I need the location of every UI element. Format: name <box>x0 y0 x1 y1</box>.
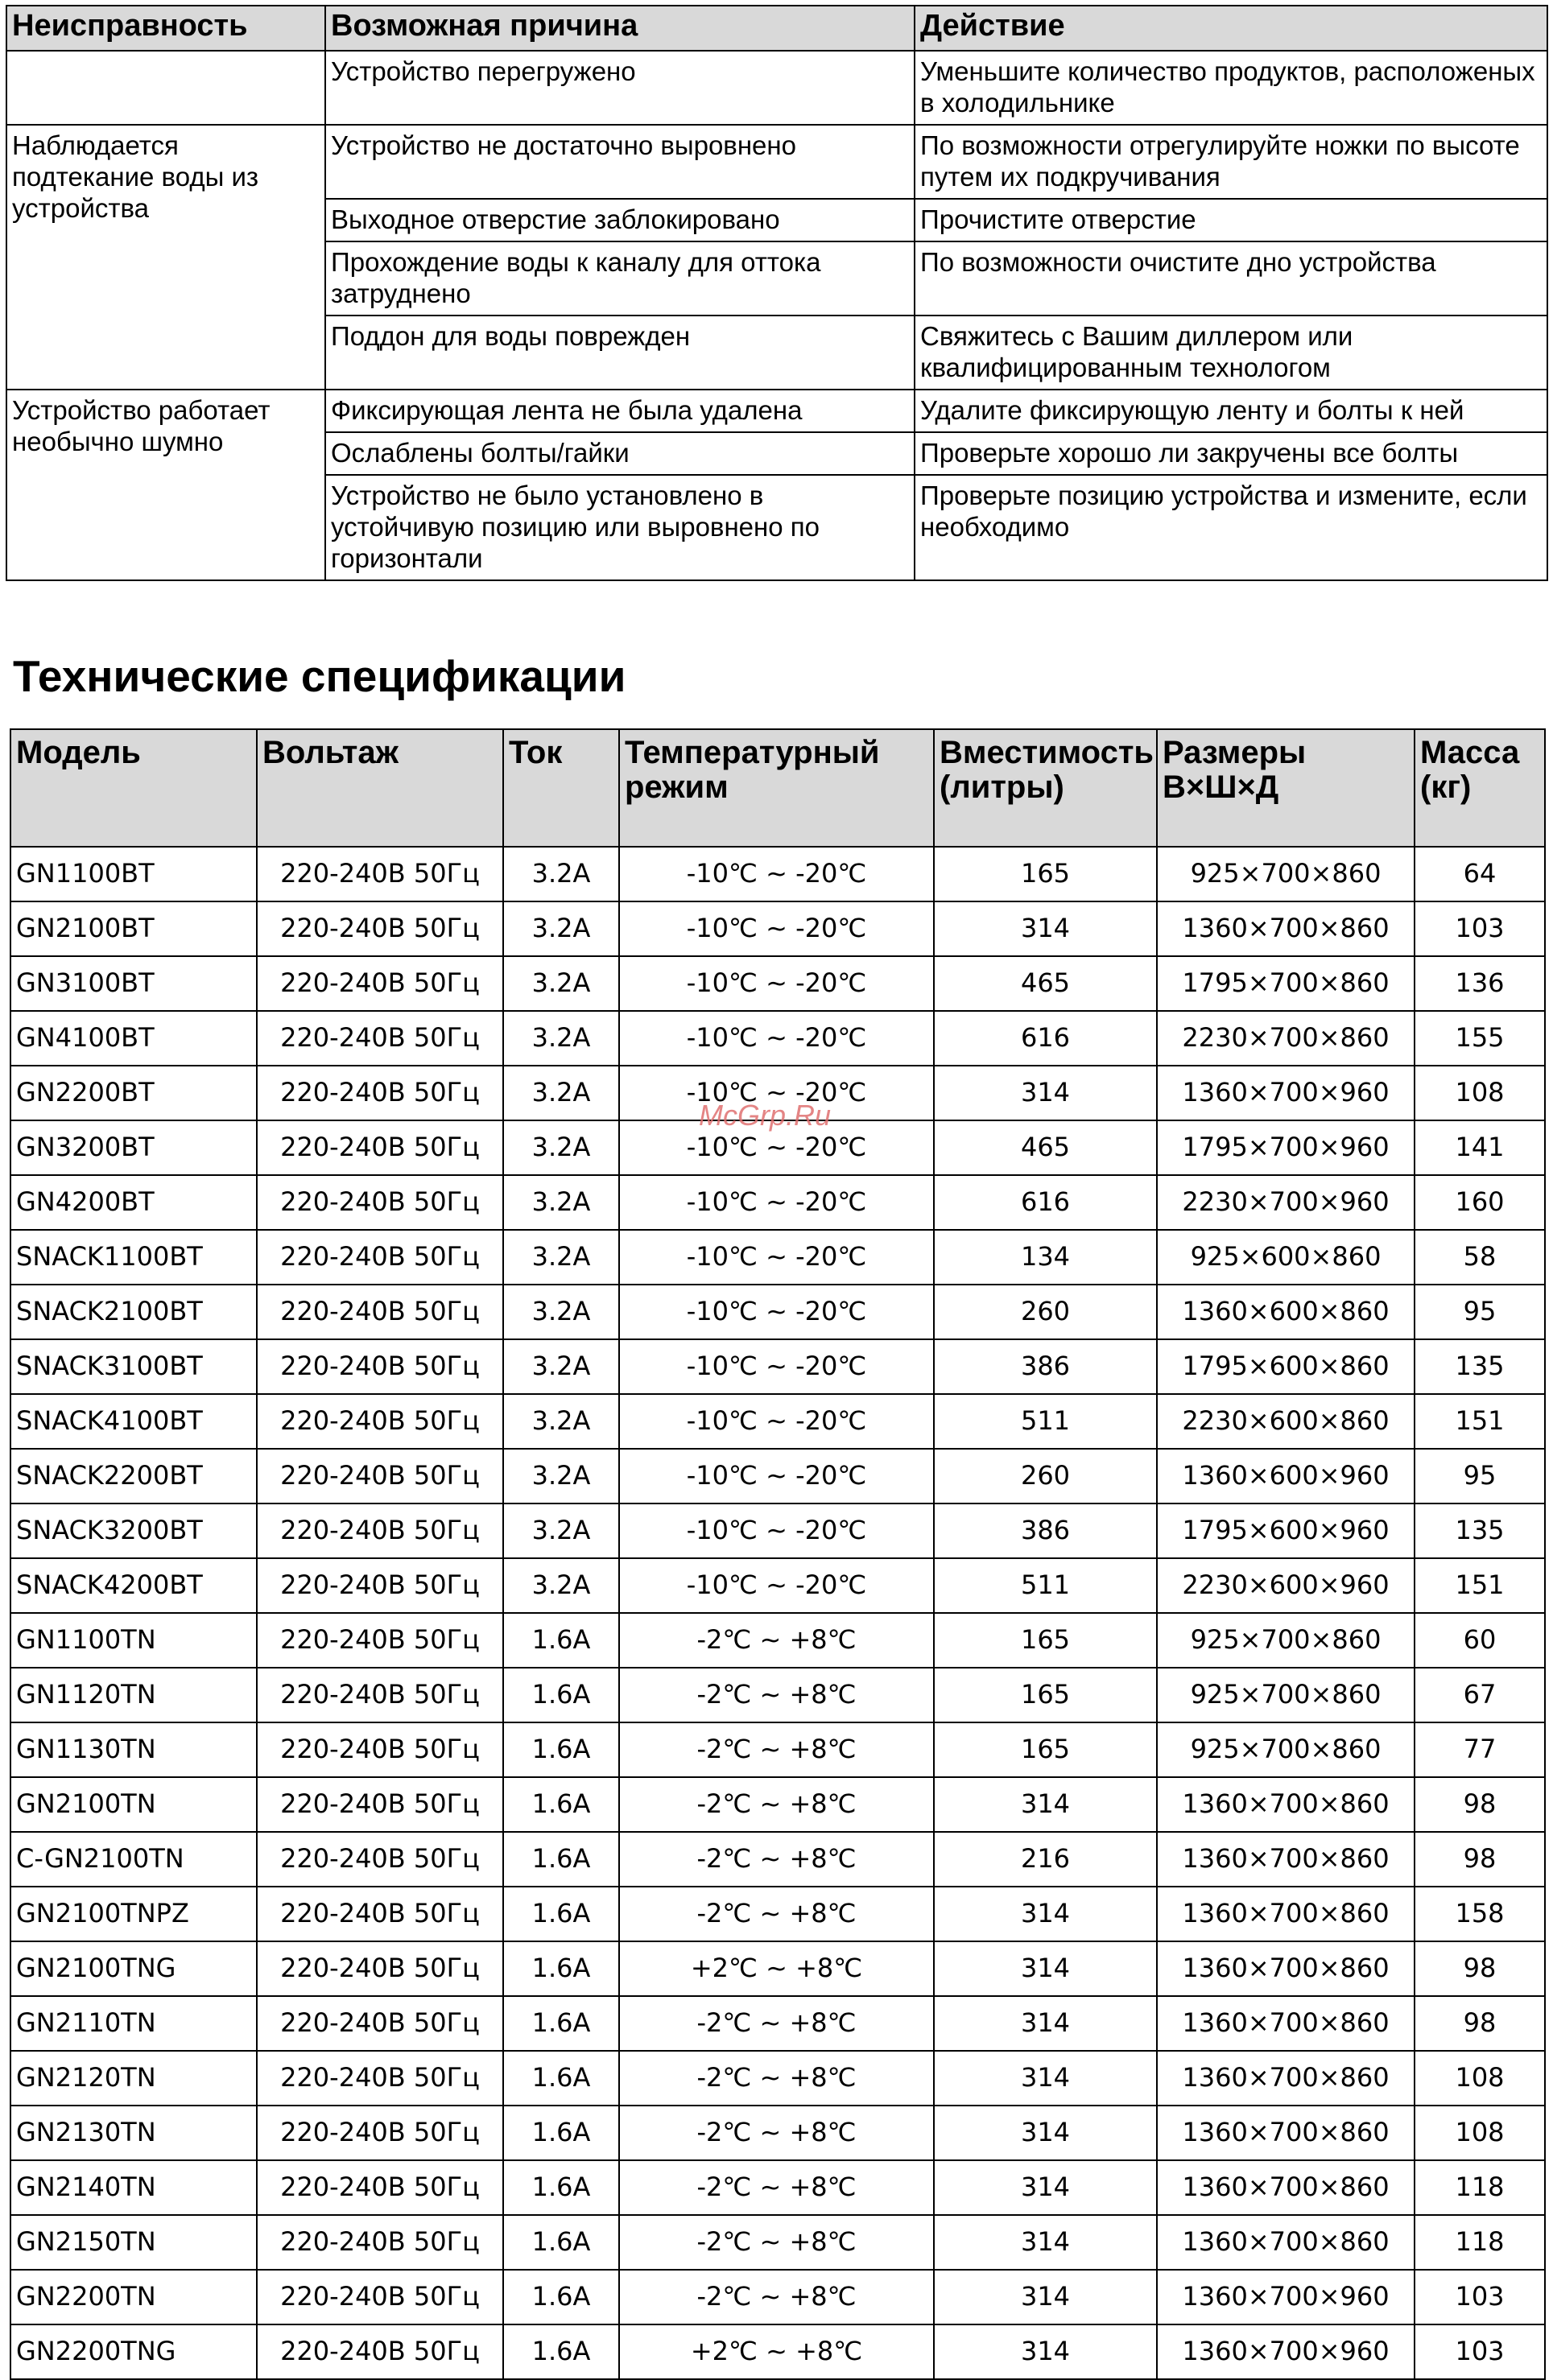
temperature-cell: -10℃ ~ -20℃ <box>619 1558 934 1613</box>
action-cell: По возможности отрегулируйте ножки по высоте путем их подкручивания <box>915 125 1547 199</box>
model-cell: GN3200BT <box>10 1120 257 1175</box>
capacity-cell: 165 <box>934 1668 1157 1722</box>
current-cell: 3.2A <box>503 901 619 956</box>
voltage-cell: 220-240В 50Гц <box>257 1449 503 1503</box>
current-cell: 1.6A <box>503 1887 619 1941</box>
capacity-cell: 216 <box>934 1832 1157 1887</box>
model-cell: GN2130TN <box>10 2106 257 2160</box>
voltage-cell: 220-240В 50Гц <box>257 1066 503 1120</box>
model-cell: GN2100BT <box>10 901 257 956</box>
model-cell: GN2150TN <box>10 2215 257 2270</box>
capacity-cell: 465 <box>934 1120 1157 1175</box>
action-cell: Прочистите отверстие <box>915 199 1547 241</box>
table-row <box>6 125 1547 199</box>
current-cell: 1.6A <box>503 2160 619 2215</box>
action-cell: Уменьшите количество продуктов, расположеных в холодильнике <box>915 51 1547 125</box>
temperature-cell: -10℃ ~ -20℃ <box>619 1503 934 1558</box>
voltage-cell: 220-240В 50Гц <box>257 1558 503 1613</box>
table-row <box>6 390 1547 432</box>
table-row <box>10 2051 1545 2106</box>
action-cell: По возможности очистите дно устройства <box>915 241 1547 316</box>
voltage-cell: 220-240В 50Гц <box>257 1722 503 1777</box>
weight-cell: 160 <box>1415 1175 1545 1230</box>
capacity-cell: 314 <box>934 2106 1157 2160</box>
model-cell: GN4100BT <box>10 1011 257 1066</box>
table-row <box>10 1285 1545 1339</box>
model-cell: GN2120TN <box>10 2051 257 2106</box>
dimensions-cell: 2230×600×960 <box>1157 1558 1415 1613</box>
weight-cell: 103 <box>1415 2324 1545 2379</box>
specs-table <box>10 728 1546 2380</box>
dimensions-cell: 1360×700×860 <box>1157 2215 1415 2270</box>
watermark: McGrp.Ru <box>699 1099 832 1132</box>
dimensions-cell: 1360×700×860 <box>1157 2106 1415 2160</box>
dimensions-cell: 2230×700×960 <box>1157 1175 1415 1230</box>
dimensions-cell: 1360×700×860 <box>1157 2051 1415 2106</box>
current-cell: 3.2A <box>503 1011 619 1066</box>
table-row <box>10 2160 1545 2215</box>
weight-cell: 98 <box>1415 1941 1545 1996</box>
table-row <box>10 1668 1545 1722</box>
capacity-cell: 511 <box>934 1558 1157 1613</box>
temperature-cell: -2℃ ~ +8℃ <box>619 2051 934 2106</box>
capacity-cell: 165 <box>934 1613 1157 1668</box>
current-cell: 1.6A <box>503 1996 619 2051</box>
model-cell: SNACK1100BT <box>10 1230 257 1285</box>
voltage-cell: 220-240В 50Гц <box>257 1120 503 1175</box>
temperature-cell: -2℃ ~ +8℃ <box>619 2106 934 2160</box>
header-dimensions: Размеры В×Ш×Д <box>1157 729 1415 847</box>
header-temperature: Температурный режим <box>619 729 934 847</box>
weight-cell: 67 <box>1415 1668 1545 1722</box>
temperature-cell: -10℃ ~ -20℃ <box>619 1230 934 1285</box>
weight-cell: 118 <box>1415 2160 1545 2215</box>
temperature-cell: -10℃ ~ -20℃ <box>619 847 934 901</box>
voltage-cell: 220-240В 50Гц <box>257 1503 503 1558</box>
weight-cell: 151 <box>1415 1558 1545 1613</box>
table-row <box>10 2106 1545 2160</box>
voltage-cell: 220-240В 50Гц <box>257 1339 503 1394</box>
model-cell: GN2200TNG <box>10 2324 257 2379</box>
table-row <box>10 901 1545 956</box>
page-title: Технические спецификации <box>13 651 626 701</box>
temperature-cell: -10℃ ~ -20℃ <box>619 1120 934 1175</box>
current-cell: 1.6A <box>503 2106 619 2160</box>
current-cell: 1.6A <box>503 1722 619 1777</box>
action-cell: Удалите фиксирующую ленту и болты к ней <box>915 390 1547 432</box>
cause-cell: Устройство не достаточно выровнено <box>325 125 915 199</box>
temperature-cell: -2℃ ~ +8℃ <box>619 1887 934 1941</box>
model-cell: GN1100TN <box>10 1613 257 1668</box>
model-cell: GN2200BT <box>10 1066 257 1120</box>
table-row <box>6 51 1547 125</box>
current-cell: 1.6A <box>503 1613 619 1668</box>
model-cell: C-GN2100TN <box>10 1832 257 1887</box>
table-row <box>10 1887 1545 1941</box>
capacity-cell: 314 <box>934 1887 1157 1941</box>
specs-header-row <box>10 729 1545 847</box>
cause-cell: Устройство не было установлено в устойчивую позицию или выровнено по горизонтали <box>325 475 915 580</box>
weight-cell: 58 <box>1415 1230 1545 1285</box>
cause-cell: Фиксирующая лента не была удалена <box>325 390 915 432</box>
voltage-cell: 220-240В 50Гц <box>257 2324 503 2379</box>
table-row <box>10 1613 1545 1668</box>
capacity-cell: 314 <box>934 2051 1157 2106</box>
current-cell: 1.6A <box>503 1941 619 1996</box>
action-cell: Проверьте позицию устройства и измените, если необходимо <box>915 475 1547 580</box>
weight-cell: 95 <box>1415 1285 1545 1339</box>
header-weight: Масса (кг) <box>1415 729 1545 847</box>
table-row <box>10 1832 1545 1887</box>
table-row <box>10 1339 1545 1394</box>
weight-cell: 158 <box>1415 1887 1545 1941</box>
header-problem: Неисправность <box>6 6 325 51</box>
table-row <box>10 1011 1545 1066</box>
table-row <box>10 1722 1545 1777</box>
dimensions-cell: 925×600×860 <box>1157 1230 1415 1285</box>
cause-cell: Поддон для воды поврежден <box>325 316 915 390</box>
table-row <box>10 956 1545 1011</box>
action-cell: Проверьте хорошо ли закручены все болты <box>915 432 1547 475</box>
voltage-cell: 220-240В 50Гц <box>257 1777 503 1832</box>
dimensions-cell: 925×700×860 <box>1157 847 1415 901</box>
header-cause: Возможная причина <box>325 6 915 51</box>
capacity-cell: 616 <box>934 1011 1157 1066</box>
table-row <box>10 1175 1545 1230</box>
model-cell: GN1120TN <box>10 1668 257 1722</box>
current-cell: 3.2A <box>503 1120 619 1175</box>
model-cell: GN2100TNG <box>10 1941 257 1996</box>
dimensions-cell: 1360×700×860 <box>1157 1832 1415 1887</box>
weight-cell: 108 <box>1415 2106 1545 2160</box>
cause-cell: Прохождение воды к каналу для оттока затруднено <box>325 241 915 316</box>
temperature-cell: +2℃ ~ +8℃ <box>619 1941 934 1996</box>
table-row <box>10 2324 1545 2379</box>
temperature-cell: -10℃ ~ -20℃ <box>619 901 934 956</box>
dimensions-cell: 925×700×860 <box>1157 1613 1415 1668</box>
voltage-cell: 220-240В 50Гц <box>257 2106 503 2160</box>
dimensions-cell: 1360×700×960 <box>1157 1066 1415 1120</box>
capacity-cell: 260 <box>934 1449 1157 1503</box>
current-cell: 3.2A <box>503 1449 619 1503</box>
voltage-cell: 220-240В 50Гц <box>257 1613 503 1668</box>
temperature-cell: -10℃ ~ -20℃ <box>619 1011 934 1066</box>
current-cell: 3.2A <box>503 1503 619 1558</box>
problem-cell: Устройство работает необычно шумно <box>6 390 325 580</box>
temperature-cell: -2℃ ~ +8℃ <box>619 1996 934 2051</box>
voltage-cell: 220-240В 50Гц <box>257 1230 503 1285</box>
header-action: Действие <box>915 6 1547 51</box>
weight-cell: 141 <box>1415 1120 1545 1175</box>
voltage-cell: 220-240В 50Гц <box>257 1011 503 1066</box>
weight-cell: 77 <box>1415 1722 1545 1777</box>
capacity-cell: 314 <box>934 1777 1157 1832</box>
table-row <box>10 2270 1545 2324</box>
header-capacity: Вместимость (литры) <box>934 729 1157 847</box>
table-row <box>10 1449 1545 1503</box>
table-row <box>10 1996 1545 2051</box>
temperature-cell: -10℃ ~ -20℃ <box>619 1066 934 1120</box>
header-voltage: Вольтаж <box>257 729 503 847</box>
voltage-cell: 220-240В 50Гц <box>257 1832 503 1887</box>
current-cell: 1.6A <box>503 2270 619 2324</box>
current-cell: 1.6A <box>503 2051 619 2106</box>
action-cell: Свяжитесь с Вашим диллером или квалифицированным технологом <box>915 316 1547 390</box>
model-cell: SNACK2100BT <box>10 1285 257 1339</box>
dimensions-cell: 1795×700×860 <box>1157 956 1415 1011</box>
dimensions-cell: 1360×700×960 <box>1157 2324 1415 2379</box>
cause-cell: Выходное отверстие заблокировано <box>325 199 915 241</box>
dimensions-cell: 1360×700×860 <box>1157 1996 1415 2051</box>
weight-cell: 108 <box>1415 2051 1545 2106</box>
weight-cell: 135 <box>1415 1503 1545 1558</box>
voltage-cell: 220-240В 50Гц <box>257 1887 503 1941</box>
capacity-cell: 314 <box>934 2324 1157 2379</box>
capacity-cell: 386 <box>934 1503 1157 1558</box>
weight-cell: 98 <box>1415 1777 1545 1832</box>
header-current: Ток <box>503 729 619 847</box>
model-cell: GN2110TN <box>10 1996 257 2051</box>
table-row <box>10 1777 1545 1832</box>
model-cell: GN1100BT <box>10 847 257 901</box>
capacity-cell: 165 <box>934 1722 1157 1777</box>
temperature-cell: -2℃ ~ +8℃ <box>619 1722 934 1777</box>
voltage-cell: 220-240В 50Гц <box>257 2160 503 2215</box>
weight-cell: 155 <box>1415 1011 1545 1066</box>
dimensions-cell: 1360×700×860 <box>1157 2160 1415 2215</box>
dimensions-cell: 925×700×860 <box>1157 1722 1415 1777</box>
dimensions-cell: 1360×600×960 <box>1157 1449 1415 1503</box>
dimensions-cell: 1795×700×960 <box>1157 1120 1415 1175</box>
problem-cell <box>6 51 325 125</box>
weight-cell: 118 <box>1415 2215 1545 2270</box>
current-cell: 1.6A <box>503 1777 619 1832</box>
model-cell: GN1130TN <box>10 1722 257 1777</box>
dimensions-cell: 1360×700×860 <box>1157 901 1415 956</box>
voltage-cell: 220-240В 50Гц <box>257 1175 503 1230</box>
cause-cell: Устройство перегружено <box>325 51 915 125</box>
temperature-cell: -10℃ ~ -20℃ <box>619 1339 934 1394</box>
weight-cell: 95 <box>1415 1449 1545 1503</box>
current-cell: 3.2A <box>503 1285 619 1339</box>
table-row <box>10 1941 1545 1996</box>
capacity-cell: 314 <box>934 901 1157 956</box>
dimensions-cell: 925×700×860 <box>1157 1668 1415 1722</box>
voltage-cell: 220-240В 50Гц <box>257 1996 503 2051</box>
current-cell: 3.2A <box>503 1394 619 1449</box>
capacity-cell: 511 <box>934 1394 1157 1449</box>
current-cell: 3.2A <box>503 847 619 901</box>
dimensions-cell: 1360×700×860 <box>1157 1887 1415 1941</box>
weight-cell: 98 <box>1415 1996 1545 2051</box>
capacity-cell: 314 <box>934 2160 1157 2215</box>
voltage-cell: 220-240В 50Гц <box>257 1668 503 1722</box>
model-cell: SNACK4100BT <box>10 1394 257 1449</box>
weight-cell: 98 <box>1415 1832 1545 1887</box>
header-model: Модель <box>10 729 257 847</box>
table-row <box>10 1230 1545 1285</box>
current-cell: 3.2A <box>503 956 619 1011</box>
current-cell: 3.2A <box>503 1230 619 1285</box>
table-row <box>10 2215 1545 2270</box>
capacity-cell: 465 <box>934 956 1157 1011</box>
capacity-cell: 165 <box>934 847 1157 901</box>
temperature-cell: -2℃ ~ +8℃ <box>619 1832 934 1887</box>
current-cell: 1.6A <box>503 1668 619 1722</box>
weight-cell: 135 <box>1415 1339 1545 1394</box>
dimensions-cell: 1360×700×860 <box>1157 1777 1415 1832</box>
dimensions-cell: 2230×700×860 <box>1157 1011 1415 1066</box>
model-cell: GN2100TN <box>10 1777 257 1832</box>
temperature-cell: -10℃ ~ -20℃ <box>619 1285 934 1339</box>
temperature-cell: +2℃ ~ +8℃ <box>619 2324 934 2379</box>
dimensions-cell: 1795×600×960 <box>1157 1503 1415 1558</box>
voltage-cell: 220-240В 50Гц <box>257 2270 503 2324</box>
table-row <box>10 1394 1545 1449</box>
weight-cell: 64 <box>1415 847 1545 901</box>
current-cell: 3.2A <box>503 1175 619 1230</box>
current-cell: 1.6A <box>503 2324 619 2379</box>
dimensions-cell: 1360×600×860 <box>1157 1285 1415 1339</box>
temperature-cell: -2℃ ~ +8℃ <box>619 2215 934 2270</box>
troubleshooting-header-row <box>6 6 1547 51</box>
model-cell: GN2140TN <box>10 2160 257 2215</box>
table-row <box>10 847 1545 901</box>
troubleshooting-table <box>6 5 1548 581</box>
weight-cell: 103 <box>1415 901 1545 956</box>
temperature-cell: -2℃ ~ +8℃ <box>619 1668 934 1722</box>
current-cell: 3.2A <box>503 1558 619 1613</box>
temperature-cell: -2℃ ~ +8℃ <box>619 2160 934 2215</box>
table-row <box>10 1503 1545 1558</box>
temperature-cell: -2℃ ~ +8℃ <box>619 2270 934 2324</box>
capacity-cell: 314 <box>934 2270 1157 2324</box>
model-cell: SNACK2200BT <box>10 1449 257 1503</box>
weight-cell: 136 <box>1415 956 1545 1011</box>
dimensions-cell: 1360×700×860 <box>1157 1941 1415 1996</box>
current-cell: 1.6A <box>503 1832 619 1887</box>
model-cell: SNACK3100BT <box>10 1339 257 1394</box>
dimensions-cell: 1360×700×960 <box>1157 2270 1415 2324</box>
cause-cell: Ослаблены болты/гайки <box>325 432 915 475</box>
weight-cell: 60 <box>1415 1613 1545 1668</box>
weight-cell: 103 <box>1415 2270 1545 2324</box>
voltage-cell: 220-240В 50Гц <box>257 2051 503 2106</box>
capacity-cell: 314 <box>934 2215 1157 2270</box>
weight-cell: 108 <box>1415 1066 1545 1120</box>
voltage-cell: 220-240В 50Гц <box>257 2215 503 2270</box>
temperature-cell: -10℃ ~ -20℃ <box>619 1394 934 1449</box>
model-cell: SNACK4200BT <box>10 1558 257 1613</box>
capacity-cell: 260 <box>934 1285 1157 1339</box>
temperature-cell: -10℃ ~ -20℃ <box>619 1449 934 1503</box>
dimensions-cell: 2230×600×860 <box>1157 1394 1415 1449</box>
model-cell: GN4200BT <box>10 1175 257 1230</box>
current-cell: 1.6A <box>503 2215 619 2270</box>
temperature-cell: -2℃ ~ +8℃ <box>619 1613 934 1668</box>
capacity-cell: 314 <box>934 1066 1157 1120</box>
temperature-cell: -10℃ ~ -20℃ <box>619 956 934 1011</box>
voltage-cell: 220-240В 50Гц <box>257 901 503 956</box>
voltage-cell: 220-240В 50Гц <box>257 1941 503 1996</box>
dimensions-cell: 1795×600×860 <box>1157 1339 1415 1394</box>
weight-cell: 151 <box>1415 1394 1545 1449</box>
voltage-cell: 220-240В 50Гц <box>257 1394 503 1449</box>
specs-body <box>10 847 1545 2379</box>
capacity-cell: 314 <box>934 1941 1157 1996</box>
capacity-cell: 616 <box>934 1175 1157 1230</box>
voltage-cell: 220-240В 50Гц <box>257 847 503 901</box>
temperature-cell: -2℃ ~ +8℃ <box>619 1777 934 1832</box>
current-cell: 3.2A <box>503 1066 619 1120</box>
model-cell: GN2200TN <box>10 2270 257 2324</box>
capacity-cell: 386 <box>934 1339 1157 1394</box>
problem-cell: Наблюдается подтекание воды из устройства <box>6 125 325 390</box>
voltage-cell: 220-240В 50Гц <box>257 1285 503 1339</box>
table-row <box>10 1558 1545 1613</box>
capacity-cell: 314 <box>934 1996 1157 2051</box>
model-cell: GN2100TNPZ <box>10 1887 257 1941</box>
current-cell: 3.2A <box>503 1339 619 1394</box>
voltage-cell: 220-240В 50Гц <box>257 956 503 1011</box>
temperature-cell: -10℃ ~ -20℃ <box>619 1175 934 1230</box>
model-cell: SNACK3200BT <box>10 1503 257 1558</box>
capacity-cell: 134 <box>934 1230 1157 1285</box>
model-cell: GN3100BT <box>10 956 257 1011</box>
